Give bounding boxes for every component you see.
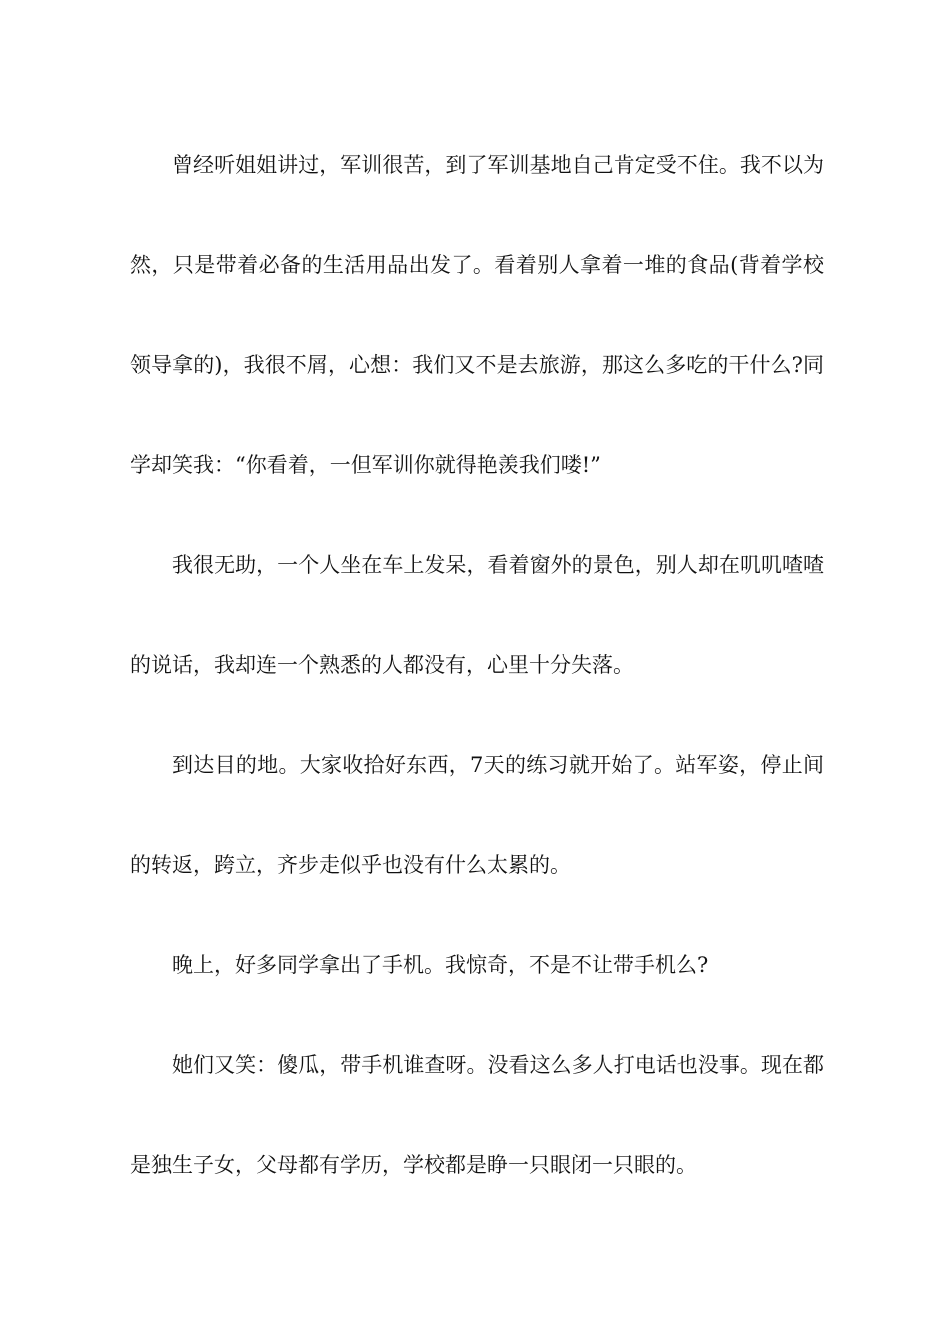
paragraph-2: 我很无助，一个人坐在车上发呆，看着窗外的景色，别人却在叽叽喳喳的说话，我却连一个熟悉的人都没有，心里十分失落。 xyxy=(130,553,824,677)
paragraph-5: 她们又笑：傻瓜，带手机谁查呀。没看这么多人打电话也没事。现在都是独生子女，父母都有学历，学校都是睁一只眼闭一只眼的。 xyxy=(130,1053,824,1177)
paragraph-3: 到达目的地。大家收拾好东西，7天的练习就开始了。站军姿，停止间的转返，跨立，齐步走似乎也没有什么太累的。 xyxy=(130,753,824,877)
document-body xyxy=(130,115,824,1215)
paragraph-1: 曾经听姐姐讲过，军训很苦，到了军训基地自己肯定受不住。我不以为然，只是带着必备的生活用品出发了。看着别人拿着一堆的食品(背着学校领导拿的)，我很不屑，心想：我们又不是去旅游，那这么多吃的干什么?同学却笑我：“你看着，一但军训你就得艳羡我们喽!” xyxy=(130,153,824,477)
paragraph-4: 晚上，好多同学拿出了手机。我惊奇，不是不让带手机么? xyxy=(172,953,709,977)
